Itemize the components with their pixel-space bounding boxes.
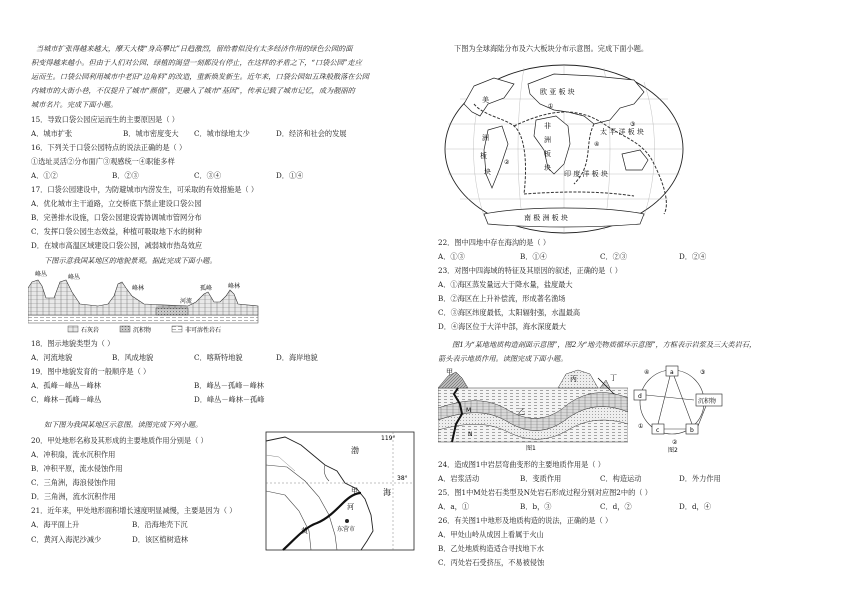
- question-stem: 19．图中地貌发育的一般顺序是（ ）: [31, 367, 151, 376]
- option: B．城市密度变大: [123, 129, 179, 138]
- question-stem: 24．造成图1中岩层弯曲变形的主要地质作用是（ ）: [438, 460, 605, 469]
- option: A．孤峰－峰丛－峰林: [31, 381, 101, 390]
- option: D．在城市高温区域建设口袋公园，减弱城市热岛效应: [31, 241, 203, 250]
- option: D．④海区位于大洋中部，海水深度最大: [438, 322, 566, 331]
- question-stem: 25．图1中M处岩石类型及N处岩石形成过程分别对应图2中的（ ）: [438, 488, 652, 497]
- option: A．冲积扇，流水沉积作用: [31, 450, 116, 459]
- option: D．d，④: [679, 502, 711, 511]
- option: D．外力作用: [679, 474, 721, 483]
- box-c: c: [656, 427, 660, 434]
- label-m: M: [466, 407, 472, 414]
- question-stem: 15．导致口袋公园应运而生的主要原因是（ ）: [31, 115, 179, 124]
- option: A．①③: [438, 252, 465, 261]
- option: A．城市扩张: [31, 129, 73, 138]
- world-plate-map: [444, 64, 684, 234]
- option: C．黄河入海泥沙减少: [31, 535, 102, 544]
- option: A．①海区蒸发量远大于降水量，盐度最大: [438, 280, 573, 289]
- marker-2: ②: [504, 159, 510, 166]
- question-stem: 18．图示地貌类型为（ ）: [31, 339, 115, 348]
- option: D．该区植树造林: [132, 535, 189, 544]
- latitude-label: 38°: [397, 475, 408, 482]
- question-stem: 21．近年来，甲处地形面积增长速度明显减慢，主要是因为（ ）: [31, 506, 237, 515]
- box-sediment: 沉积物: [698, 398, 717, 405]
- passage-line: 城市名片。完成下面小题。: [31, 100, 118, 109]
- option: C．三角洲，海浪侵蚀作用: [31, 478, 116, 487]
- marker-4: ④: [594, 141, 600, 148]
- question-stem: 17．口袋公园建设中，为防避城市内涝发生，可采取的有效措施是（ ）: [31, 185, 259, 194]
- figure-caption-1: 图1: [526, 445, 536, 452]
- delta-map: [265, 431, 415, 551]
- option: D．经济和社会的发展: [276, 129, 347, 138]
- question-stem: 22．图中四地中存在海沟的是（ ）: [438, 238, 551, 247]
- longitude-label: 119°: [381, 435, 396, 442]
- plate-pacific: 太 平 洋 板 块: [600, 128, 644, 136]
- sea-label-hai: 海: [383, 488, 391, 497]
- option: B．峰丛－孤峰－峰林: [194, 381, 264, 390]
- option: A．优化城市主干道路，立交桥底下禁止建设口袋公园: [31, 199, 202, 208]
- label-bing: 丙: [570, 375, 577, 383]
- passage-line: 当城市扩张得越来越大，摩天大楼“身高攀比”日趋激烈，留给着似没有太多经济作用的绿色公园的面: [36, 44, 353, 53]
- label-fengcong: 峰丛: [35, 271, 48, 278]
- option: B．①④: [520, 252, 547, 261]
- plate-americas-4: 块: [484, 168, 491, 176]
- option: C．发挥口袋公园生态效益，种植可吸取地下水的树种: [31, 227, 202, 236]
- question-stem: 23．对图中四海域的特征及其原因的叙述，正确的是（ ）: [438, 266, 622, 275]
- option: D．①④: [276, 171, 304, 180]
- option: B．乙处地质构造适合寻找地下水: [438, 544, 544, 553]
- option: A．a，①: [438, 502, 470, 511]
- option: B．沿海地壳下沉: [132, 520, 188, 529]
- option: C．②③: [600, 252, 628, 261]
- option: C．③④: [194, 171, 222, 180]
- sea-label-bo: 渤: [351, 446, 359, 455]
- passage-line: 运而生。口袋公园利用城市中老旧“边角料”的改造，重新焕发新生。近年来，口袋公园如五珠般散落在公园: [31, 72, 369, 81]
- label-jia: 甲: [446, 368, 453, 376]
- geologic-section-figure: [438, 368, 628, 452]
- plate-african-1: 非: [544, 122, 551, 130]
- option: B．风成地貌: [112, 353, 154, 362]
- arrow-2: ②: [672, 439, 678, 446]
- figure-intro: 箭头表示地质作用。读图完成下面小题。: [438, 354, 568, 363]
- legend-limestone: 石灰岩: [81, 327, 100, 334]
- question-stem: 16．下列关于口袋公园特点的说法正确的是（ ）: [31, 143, 187, 152]
- option: D．三角洲，流水沉积作用: [31, 492, 116, 501]
- label-fenglin: 峰林: [228, 283, 241, 290]
- box-b: b: [690, 427, 694, 434]
- option: D．海岸地貌: [276, 353, 318, 362]
- option: C．城市绿地太少: [194, 129, 250, 138]
- option: B．②海区在上升补偿流，形成著名渔场: [438, 294, 566, 303]
- option: B．完善排水设施，口袋公园建设需协调城市管网分布: [31, 213, 202, 222]
- option: A．①②: [31, 171, 58, 180]
- option: A．岩浆活动: [438, 474, 480, 483]
- label-fengcong: 峰丛: [68, 274, 81, 281]
- option: B．②③: [112, 171, 139, 180]
- option: C．峰林－孤峰－峰丛: [31, 395, 102, 404]
- passage-line: 内城市的大街小巷，不仅提升了城市“颜值”，更融入了城市“基因”，传承记载了城市记忆，成为靓丽的: [31, 86, 355, 95]
- label-n: N: [468, 431, 473, 438]
- plate-antarctic: 南 极 洲 板 块: [524, 214, 568, 222]
- label-ding: 丁: [610, 374, 617, 382]
- question-stem: 20．甲处地形名称及其形成的主要地质作用分别是（ ）: [31, 436, 208, 445]
- arrow-4: ④: [644, 369, 650, 376]
- option: B．冲积平原，流水侵蚀作用: [31, 464, 123, 473]
- option: A．河流地貌: [31, 353, 73, 362]
- plate-indian: 印 度 洋 板 块: [564, 170, 608, 178]
- label-huang: 黄: [301, 527, 308, 535]
- option: B．变质作用: [520, 474, 562, 483]
- figure-intro: 图1为“某地地质构造剖面示意图”，图2为“地壳物质循环示意图”，方框表示岩浆及三大类岩石，: [452, 340, 757, 349]
- label-gufeng: 孤峰: [200, 285, 213, 292]
- marker-1: ①: [548, 103, 554, 110]
- option: A．海平面上升: [31, 520, 80, 529]
- option: C．③海区纬度最低，太阳辐射强，水温最高: [438, 308, 581, 317]
- figure-intro: 下图示意我国某地区的地貌景观。据此完成下面小题。: [44, 256, 217, 265]
- option: A．甲处山岭从成因上看属于火山: [438, 530, 544, 539]
- label-river: 河流: [180, 298, 193, 305]
- option: C．喀斯特地貌: [194, 353, 243, 362]
- option: B．b，③: [520, 502, 552, 511]
- label-dongying: 东营市: [337, 526, 356, 533]
- arrow-3: ③: [700, 369, 706, 376]
- legend-sediment: 沉积物: [133, 327, 152, 334]
- option: D．②④: [679, 252, 707, 261]
- label-fenglin: 峰林: [132, 285, 145, 292]
- figure-intro: 下图为全球海陆分布及六大板块分布示意图。完成下面小题。: [454, 44, 649, 53]
- passage-line: 积变得越来越小。但由于人们对公园、绿植的渴望一刻都没有停止，在这样的矛盾之下，“口袋公园”走应: [31, 58, 362, 67]
- label-jia: 甲: [351, 487, 358, 495]
- landform-figure: [28, 268, 268, 334]
- box-d: d: [638, 393, 642, 400]
- plate-eurasian: 欧 亚 板 块: [540, 88, 575, 96]
- question-sub: ①选址灵活②分布面广③观感统一④职能多样: [31, 157, 175, 166]
- arrow-1: ①: [638, 423, 644, 430]
- label-yi: 乙: [518, 408, 525, 416]
- option: C．构造运动: [600, 474, 642, 483]
- figure-caption-2: 图2: [668, 447, 678, 454]
- marker-3: ③: [630, 121, 636, 128]
- option: D．峰丛－峰林－孤峰: [194, 395, 265, 404]
- plate-americas-1: 美: [482, 96, 489, 104]
- box-a: a: [670, 369, 674, 376]
- plate-americas-2: 洲: [482, 134, 489, 142]
- rock-cycle-figure: [630, 364, 725, 454]
- plate-african-2: 洲: [544, 136, 551, 144]
- plate-african-3: 板: [544, 150, 551, 158]
- label-he: 河: [347, 503, 354, 511]
- question-stem: 26．有关图1中地形及地质构造的说法，正确的是（ ）: [438, 516, 613, 525]
- plate-americas-3: 板: [480, 152, 487, 160]
- option: C．d，②: [600, 502, 632, 511]
- option: C．丙处岩石受挤压，不易被侵蚀: [438, 558, 545, 567]
- plate-african-4: 块: [544, 164, 551, 172]
- figure-intro: 如下图为我国某地区示意图。读图完成下列小题。: [44, 420, 203, 429]
- city-marker: [345, 519, 349, 523]
- legend-nonsoluble: 非可溶性岩石: [185, 327, 222, 334]
